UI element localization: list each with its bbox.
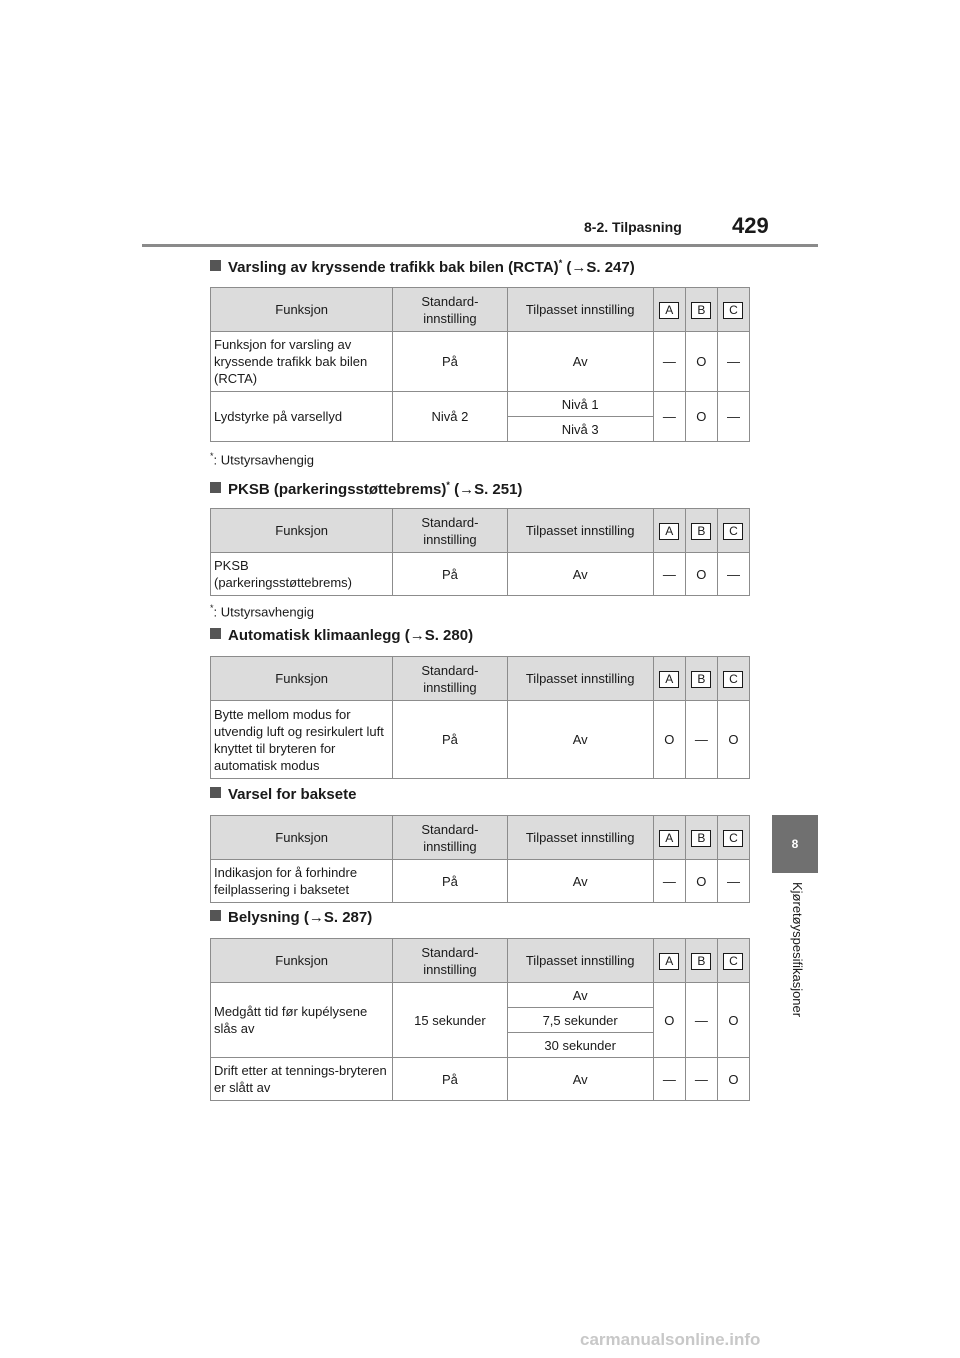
square-bullet-icon: [210, 260, 221, 271]
col-a-box: A: [659, 953, 679, 970]
a-cell: O: [653, 701, 685, 779]
col-default-header: Standard- innstilling: [393, 939, 507, 983]
col-c-box: C: [723, 830, 743, 847]
table-lighting: [210, 938, 750, 1101]
custom-cell: Av: [507, 860, 653, 903]
c-cell: —: [717, 332, 749, 392]
b-cell: O: [685, 392, 717, 442]
col-function-header: Funksjon: [211, 288, 393, 332]
section-label: 8-2. Tilpasning: [584, 219, 682, 235]
default-cell: På: [393, 553, 507, 596]
header-rule: [142, 244, 818, 247]
table-rear-seat: [210, 815, 750, 903]
square-bullet-icon: [210, 628, 221, 639]
page-number: 429: [732, 213, 769, 238]
b-cell: O: [685, 860, 717, 903]
function-cell: Indikasjon for å forhindre feilplassering i baksetet: [211, 860, 393, 903]
col-default-header: Standard- innstilling: [393, 657, 507, 701]
col-function-header: Funksjon: [211, 939, 393, 983]
table-header-row: [211, 509, 750, 553]
section-heading-lighting: Belysning (→S. 287): [210, 909, 372, 926]
watermark: carmanualsonline.info: [580, 1330, 761, 1349]
b-cell: —: [685, 1058, 717, 1101]
custom-cell: Nivå 3: [507, 417, 653, 442]
col-b-box: B: [691, 671, 711, 688]
custom-cell: Av: [507, 553, 653, 596]
col-a-box: A: [659, 302, 679, 319]
col-b-box: B: [691, 523, 711, 540]
c-cell: —: [717, 392, 749, 442]
col-b-box: B: [691, 830, 711, 847]
function-cell: PKSB (parkeringsstøttebrems): [211, 553, 393, 596]
a-cell: —: [653, 860, 685, 903]
section-heading-rcta: Varsling av kryssende trafikk bak bilen (RCTA)* (→S. 247): [210, 258, 635, 276]
col-function-header: Funksjon: [211, 816, 393, 860]
custom-cell: Nivå 1: [507, 392, 653, 417]
default-cell: På: [393, 1058, 507, 1101]
col-custom-header: Tilpasset innstilling: [507, 816, 653, 860]
col-function-header: Funksjon: [211, 509, 393, 553]
col-default-header: Standard- innstilling: [393, 816, 507, 860]
section-heading-rear-seat: Varsel for baksete: [210, 786, 356, 803]
c-cell: O: [717, 1058, 749, 1101]
custom-cell: Av: [507, 701, 653, 779]
col-function-header: Funksjon: [211, 657, 393, 701]
square-bullet-icon: [210, 482, 221, 493]
b-cell: O: [685, 332, 717, 392]
col-a-box: A: [659, 830, 679, 847]
table-row: [211, 701, 750, 779]
col-custom-header: Tilpasset innstilling: [507, 657, 653, 701]
c-cell: O: [717, 701, 749, 779]
col-b-box: B: [691, 953, 711, 970]
function-cell: Funksjon for varsling av kryssende trafikk bak bilen (RCTA): [211, 332, 393, 392]
a-cell: —: [653, 1058, 685, 1101]
square-bullet-icon: [210, 910, 221, 921]
col-default-header: Standard- innstilling: [393, 509, 507, 553]
a-cell: —: [653, 392, 685, 442]
table-header-row: [211, 939, 750, 983]
table-row: [211, 553, 750, 596]
function-cell: Medgått tid før kupélysene slås av: [211, 983, 393, 1058]
table-header-row: [211, 816, 750, 860]
function-cell: Bytte mellom modus for utvendig luft og resirkulert luft knyttet til bryteren for automatisk modus: [211, 701, 393, 779]
b-cell: —: [685, 983, 717, 1058]
custom-cell: 30 sekunder: [507, 1033, 653, 1058]
table-climate: [210, 656, 750, 779]
a-cell: —: [653, 332, 685, 392]
table-row: [211, 983, 750, 1008]
col-c-box: C: [723, 671, 743, 688]
c-cell: —: [717, 860, 749, 903]
footnote-pksb: *: Utstyrsavhengig: [210, 603, 314, 620]
col-b-box: B: [691, 302, 711, 319]
col-default-header: Standard- innstilling: [393, 288, 507, 332]
table-pksb: [210, 508, 750, 596]
col-c-box: C: [723, 523, 743, 540]
chapter-tab: 8: [772, 815, 818, 873]
a-cell: O: [653, 983, 685, 1058]
section-heading-climate: Automatisk klimaanlegg (→S. 280): [210, 627, 473, 644]
default-cell: På: [393, 332, 507, 392]
default-cell: 15 sekunder: [393, 983, 507, 1058]
square-bullet-icon: [210, 787, 221, 798]
b-cell: —: [685, 701, 717, 779]
table-header-row: [211, 288, 750, 332]
footnote-rcta: *: Utstyrsavhengig: [210, 451, 314, 468]
custom-cell: Av: [507, 1058, 653, 1101]
col-custom-header: Tilpasset innstilling: [507, 939, 653, 983]
table-row: [211, 332, 750, 392]
a-cell: —: [653, 553, 685, 596]
custom-cell: Av: [507, 983, 653, 1008]
col-a-box: A: [659, 671, 679, 688]
function-cell: Drift etter at tennings-bryteren er slått av: [211, 1058, 393, 1101]
custom-cell: 7,5 sekunder: [507, 1008, 653, 1033]
table-header-row: [211, 657, 750, 701]
col-c-box: C: [723, 953, 743, 970]
c-cell: O: [717, 983, 749, 1058]
section-heading-pksb: PKSB (parkeringsstøttebrems)* (→S. 251): [210, 480, 522, 498]
col-a-box: A: [659, 523, 679, 540]
col-custom-header: Tilpasset innstilling: [507, 288, 653, 332]
col-c-box: C: [723, 302, 743, 319]
table-rcta: [210, 287, 750, 442]
col-custom-header: Tilpasset innstilling: [507, 509, 653, 553]
chapter-title: Kjøretøyspesifikasjoner: [790, 882, 805, 1018]
function-cell: Lydstyrke på varsellyd: [211, 392, 393, 442]
b-cell: O: [685, 553, 717, 596]
custom-cell: Av: [507, 332, 653, 392]
table-row: [211, 392, 750, 417]
default-cell: På: [393, 860, 507, 903]
default-cell: På: [393, 701, 507, 779]
default-cell: Nivå 2: [393, 392, 507, 442]
c-cell: —: [717, 553, 749, 596]
table-row: [211, 860, 750, 903]
table-row: [211, 1058, 750, 1101]
